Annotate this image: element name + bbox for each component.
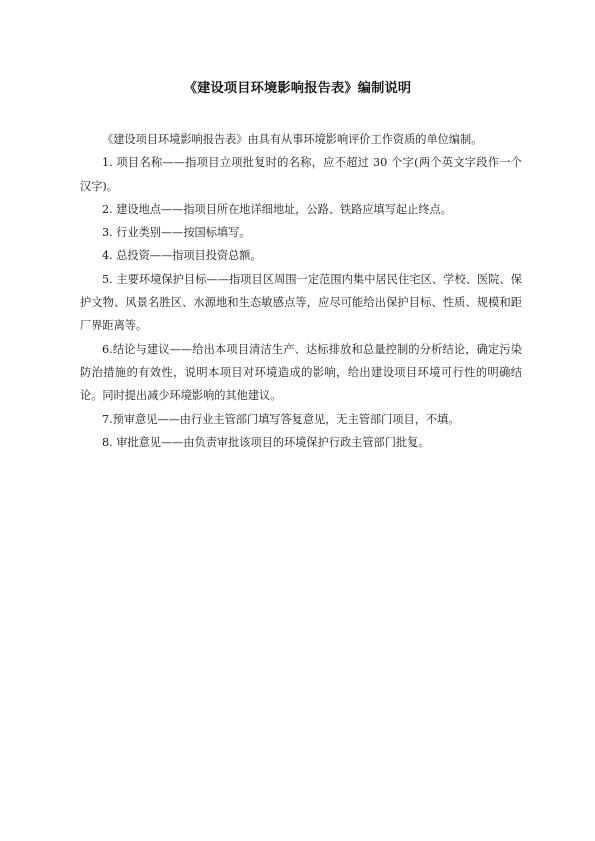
item-project-name: 1. 项目名称——指项目立项批复时的名称，应不超过 30 个字(两个英文字段作一个汉字)。 [80, 156, 522, 193]
intro-paragraph: 《建设项目环境影响报告表》由具有从事环境影响评价工作资质的单位编制。 [102, 133, 483, 146]
document-title: 《建设项目环境影响报告表》编制说明 [183, 81, 412, 96]
item-approval-opinion: 8. 审批意见——由负责审批该项目的环境保护行政主管部门批复。 [102, 435, 430, 449]
item-environmental-protection-targets: 5. 主要环境保护目标——指项目区周围一定范围内集中居民住宅区、学校、医院、保护文物、风景名胜区、水源地和生态敏感点等，应尽可能给出保护目标、性质、规模和距厂界距离等。 [80, 272, 522, 333]
document-body [80, 128, 522, 454]
item-total-investment: 4. 总投资——指项目投资总额。 [102, 249, 262, 263]
item-construction-site: 2. 建设地点——指项目所在地详细地址，公路、铁路应填写起止终点。 [102, 202, 452, 216]
item-industry-category: 3. 行业类别——按国标填写。 [102, 226, 251, 240]
item-preliminary-review-opinion: 7.预审意见——由行业主管部门填写答复意见，无主管部门项目，不填。 [102, 412, 460, 426]
item-conclusions-and-suggestions: 6.结论与建议——给出本项目清洁生产、达标排放和总量控制的分析结论，确定污染防治措施的有效性，说明本项目对环境造成的影响，给出建设项目环境可行性的明确结论。同时提出减少环境影响的其他建议。 [80, 342, 522, 403]
